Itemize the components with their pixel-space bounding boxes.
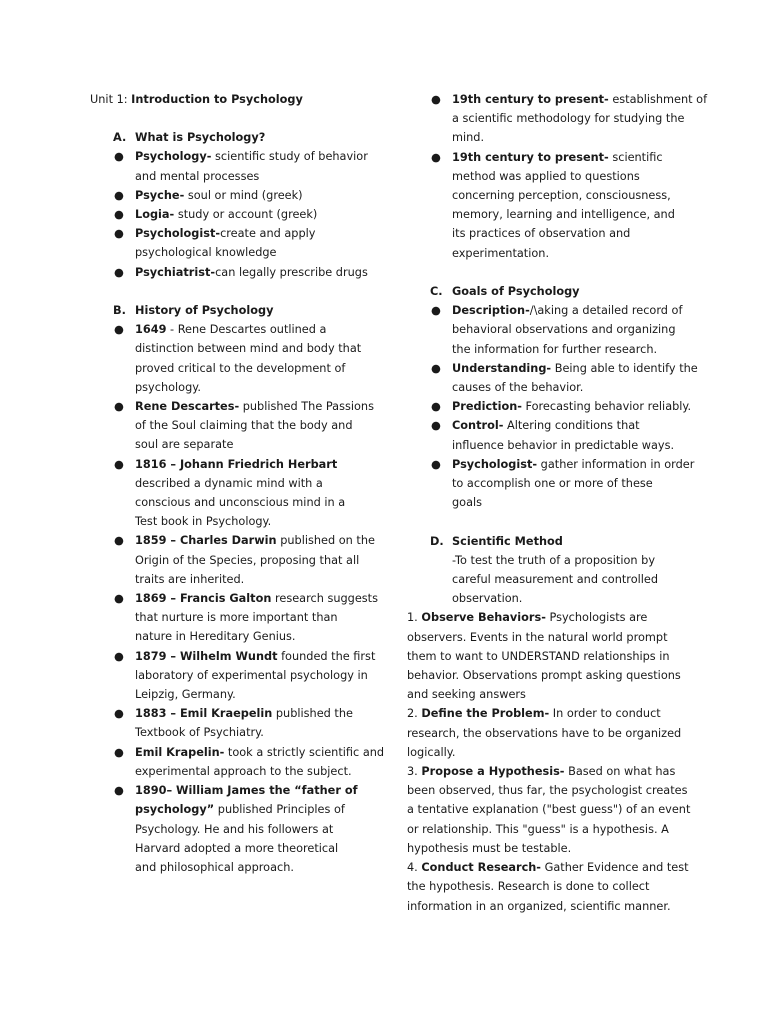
step-number: 1.	[407, 611, 422, 625]
item-term: 19th century to present-	[452, 150, 609, 164]
item-term: Psychiatrist-	[135, 265, 216, 279]
method-step	[407, 762, 691, 858]
section-title: History of Psychology	[135, 304, 274, 318]
item-text: published Principles of	[214, 803, 345, 817]
list-item	[90, 743, 390, 781]
item-line	[135, 167, 390, 186]
step-text: observers. Events in the natural world prompt	[407, 630, 668, 644]
list-item	[407, 359, 698, 397]
item-text: laboratory of experimental psychology in	[135, 668, 368, 682]
item-line	[135, 435, 390, 454]
item-term: Understanding-	[452, 361, 552, 375]
item-term: Rene Descartes-	[135, 400, 240, 414]
item-line	[452, 244, 682, 263]
section-letter: A.	[113, 131, 127, 145]
item-line	[452, 205, 682, 224]
item-term: 19th century to present-	[452, 93, 609, 106]
item-term: Description-	[452, 304, 530, 318]
step-text: hypothesis must be testable.	[407, 841, 572, 855]
step-text: or relationship. This "guess" is a hypothesis. A	[407, 822, 669, 836]
section-title: What is Psychology?	[135, 131, 266, 145]
item-line	[135, 359, 390, 378]
step-line	[407, 724, 682, 743]
item-line	[135, 800, 390, 819]
step-line	[407, 628, 682, 647]
item-term: Psychology-	[135, 150, 212, 164]
item-line	[135, 762, 390, 781]
item-text: described a dynamic mind with a	[135, 476, 323, 490]
item-text: Harvard adopted a more theoretical	[135, 841, 339, 855]
item-term: 1883 – Emil Kraepelin	[135, 707, 273, 721]
bullet-icon: ●	[114, 227, 124, 241]
item-text: and mental processes	[135, 169, 260, 183]
bullet-icon: ●	[431, 304, 441, 318]
list-item	[90, 147, 390, 185]
item-line	[135, 186, 390, 205]
step-number: 3.	[407, 765, 422, 779]
item-text: Forecasting behavior reliably.	[521, 400, 692, 414]
item-text: research suggests	[271, 592, 378, 606]
section-heading-a	[90, 128, 390, 147]
item-line	[452, 474, 682, 493]
item-text: conscious and unconscious mind in a	[135, 496, 346, 510]
bullet-icon: ●	[114, 649, 124, 663]
list-item	[90, 455, 390, 532]
list-item	[90, 647, 390, 705]
step-text: a tentative explanation ("best guess") of an event	[407, 803, 691, 817]
section-heading-d	[407, 532, 682, 551]
item-line	[135, 397, 390, 416]
item-line	[135, 455, 390, 474]
item-term: 1859 – Charles Darwin	[135, 534, 277, 548]
step-line	[407, 858, 689, 877]
step-line	[407, 762, 682, 781]
item-line	[452, 320, 682, 339]
step-text: information in an organized, scientific manner.	[407, 899, 671, 913]
list-item	[407, 148, 682, 263]
item-text: Leipzig, Germany.	[135, 688, 236, 702]
item-line	[452, 359, 698, 378]
item-term: 1869 – Francis Galton	[135, 592, 272, 606]
step-number: 4.	[407, 861, 422, 875]
intro-line: observation.	[452, 592, 523, 606]
item-line	[452, 186, 682, 205]
item-term: Psychologist-	[135, 227, 221, 241]
step-text: the hypothesis. Research is done to collect	[407, 880, 650, 894]
item-text: the information for further research.	[452, 342, 658, 356]
step-term: Conduct Research-	[421, 861, 541, 875]
item-text: scientific study of behavior	[211, 150, 368, 164]
item-text: its practices of observation and	[452, 227, 631, 241]
item-line	[452, 340, 682, 359]
step-term: Propose a Hypothesis-	[421, 765, 565, 779]
step-line	[407, 685, 682, 704]
bullet-icon: ●	[114, 208, 124, 222]
item-line	[452, 455, 695, 474]
step-line	[407, 781, 688, 800]
bullet-icon: ●	[431, 419, 441, 433]
step-text: Gather Evidence and test	[541, 861, 689, 875]
bullet-icon: ●	[114, 592, 124, 606]
step-line	[407, 897, 682, 916]
intro-line: careful measurement and controlled	[452, 573, 659, 587]
item-line	[452, 224, 682, 243]
item-line	[452, 493, 682, 512]
item-text: and philosophical approach.	[135, 860, 294, 874]
item-text: nature in Hereditary Genius.	[135, 630, 296, 644]
step-line	[407, 743, 682, 762]
list-item	[90, 531, 390, 589]
item-text: psychology.	[135, 380, 201, 394]
list-item	[90, 263, 390, 282]
item-text: goals	[452, 496, 483, 510]
method-step	[407, 608, 682, 704]
list-item	[90, 205, 390, 224]
step-line	[407, 800, 691, 819]
item-line	[135, 493, 390, 512]
item-line	[135, 147, 390, 166]
method-step	[407, 858, 689, 916]
section-letter: D.	[430, 534, 444, 548]
item-text: Test book in Psychology.	[135, 515, 272, 529]
step-text: logically.	[407, 745, 456, 759]
method-intro	[407, 551, 682, 609]
step-text: behavior. Observations prompt asking questions	[407, 669, 681, 683]
item-text: soul are separate	[135, 438, 234, 452]
right-column	[407, 90, 708, 916]
item-text: memory, learning and intelligence, and	[452, 208, 675, 222]
item-line	[135, 570, 390, 589]
list-item	[90, 320, 390, 397]
item-line	[135, 666, 390, 685]
item-text: influence behavior in predictable ways.	[452, 438, 675, 452]
item-line	[135, 627, 390, 646]
section-heading-b	[90, 301, 390, 320]
item-text: published The Passions	[239, 400, 374, 414]
item-text: experimental approach to the subject.	[135, 764, 352, 778]
item-term: psychology”	[135, 803, 215, 817]
bullet-icon: ●	[114, 707, 124, 721]
item-text: proved critical to the development of	[135, 361, 346, 375]
unit-title-text: Introduction to Psychology	[131, 93, 303, 106]
item-line	[135, 474, 390, 493]
left-column	[90, 90, 390, 877]
step-text: Based on what has	[564, 765, 676, 779]
step-line	[407, 820, 682, 839]
item-text: founded the first	[277, 649, 376, 663]
unit-title	[90, 90, 390, 109]
step-line	[407, 647, 682, 666]
bullet-icon: ●	[114, 265, 124, 279]
bullet-icon: ●	[431, 93, 441, 106]
item-line	[135, 320, 390, 339]
item-line	[135, 858, 390, 877]
item-text: create and apply	[220, 227, 316, 241]
item-text: concerning perception, consciousness,	[452, 189, 671, 203]
item-line	[135, 704, 390, 723]
item-line	[452, 148, 682, 167]
item-term: Prediction-	[452, 400, 522, 414]
bullet-icon: ●	[431, 400, 441, 414]
step-text: them to want to UNDERSTAND relationships in	[407, 649, 670, 663]
list-item	[90, 704, 390, 742]
intro-line: -To test the truth of a proposition by	[452, 553, 656, 567]
item-line	[135, 224, 390, 243]
bullet-icon: ●	[114, 534, 124, 548]
item-term: Control-	[452, 419, 504, 433]
item-text: published on the	[276, 534, 375, 548]
section-letter: C.	[430, 285, 443, 299]
section-letter: B.	[113, 304, 126, 318]
bullet-icon: ●	[114, 150, 124, 164]
list-item	[90, 781, 390, 877]
bullet-icon: ●	[114, 400, 124, 414]
item-line	[452, 109, 685, 128]
item-text: causes of the behavior.	[452, 381, 584, 395]
item-text: method was applied to questions	[452, 169, 640, 183]
item-text: took a strictly scientific and	[224, 745, 385, 759]
item-text: study or account (greek)	[174, 208, 318, 222]
item-text: /\aking a detailed record of	[529, 304, 683, 318]
bullet-icon: ●	[114, 745, 124, 759]
item-text: to accomplish one or more of these	[452, 477, 653, 491]
list-item	[90, 589, 390, 647]
bullet-icon: ●	[114, 457, 124, 471]
item-text: Textbook of Psychiatry.	[135, 726, 264, 740]
step-term: Define the Problem-	[421, 707, 550, 721]
item-line	[135, 647, 390, 666]
item-text: behavioral observations and organizing	[452, 323, 676, 337]
list-item	[407, 455, 695, 513]
item-line	[135, 263, 390, 282]
item-term: 1816 – Johann Friedrich Herbart	[135, 457, 338, 471]
item-text: establishment of	[608, 93, 708, 106]
bullet-icon: ●	[431, 457, 441, 471]
item-line	[135, 589, 390, 608]
item-line	[135, 416, 390, 435]
list-item	[407, 416, 682, 454]
item-text: psychological knowledge	[135, 246, 277, 260]
item-text: Altering conditions that	[503, 419, 640, 433]
item-line	[452, 436, 682, 455]
list-item	[407, 397, 692, 416]
item-text: published the	[272, 707, 353, 721]
bullet-icon: ●	[114, 188, 124, 202]
step-line	[407, 608, 682, 627]
item-line	[452, 90, 708, 109]
item-line	[135, 743, 390, 762]
item-line	[135, 339, 390, 358]
item-text: - Rene Descartes outlined a	[166, 323, 327, 337]
step-text: In order to conduct	[549, 707, 661, 721]
section-heading-c	[407, 282, 682, 301]
step-number: 2.	[407, 707, 422, 721]
item-line	[135, 685, 390, 704]
item-text: Psychology. He and his followers at	[135, 822, 334, 836]
item-text: can legally prescribe drugs	[215, 265, 368, 279]
step-text: Psychologists are	[545, 611, 648, 625]
bullet-icon: ●	[431, 150, 441, 164]
item-line	[135, 781, 390, 800]
bullet-icon: ●	[114, 323, 124, 337]
step-text: and seeking answers	[407, 688, 526, 702]
item-line	[135, 512, 390, 531]
item-text: a scientific methodology for studying the	[452, 112, 685, 126]
item-term: 1879 – Wilhelm Wundt	[135, 649, 278, 663]
item-text: of the Soul claiming that the body and	[135, 419, 353, 433]
item-term: Logia-	[135, 208, 175, 222]
item-term: Psyche-	[135, 188, 185, 202]
item-line	[452, 378, 682, 397]
item-line	[452, 128, 682, 147]
step-line	[407, 877, 682, 896]
item-line	[135, 531, 390, 550]
item-text: soul or mind (greek)	[184, 188, 303, 202]
item-text: Origin of the Species, proposing that all	[135, 553, 360, 567]
item-line	[452, 301, 682, 320]
section-title: Scientific Method	[452, 534, 563, 548]
item-text: mind.	[452, 131, 485, 145]
item-term: Psychologist-	[452, 457, 538, 471]
item-text: that nurture is more important than	[135, 611, 338, 625]
item-line	[452, 167, 682, 186]
item-line	[135, 820, 390, 839]
item-text: traits are inherited.	[135, 572, 245, 586]
item-text: scientific	[608, 150, 663, 164]
list-item	[90, 397, 390, 455]
item-term: 1649	[135, 323, 167, 337]
list-item	[90, 186, 390, 205]
step-line	[407, 839, 682, 858]
bullet-icon: ●	[114, 784, 124, 798]
method-step	[407, 704, 682, 762]
list-item	[407, 301, 682, 359]
item-text: experimentation.	[452, 246, 550, 260]
step-line	[407, 666, 682, 685]
item-line	[135, 243, 390, 262]
item-line	[135, 608, 390, 627]
list-item	[407, 90, 708, 148]
step-text: research, the observations have to be organized	[407, 726, 682, 740]
item-term: Emil Krapelin-	[135, 745, 225, 759]
unit-prefix: Unit 1:	[90, 93, 132, 106]
list-item	[90, 224, 390, 262]
item-line	[135, 723, 390, 742]
step-term: Observe Behaviors-	[421, 611, 546, 625]
step-line	[407, 704, 682, 723]
item-line	[452, 416, 682, 435]
item-line	[135, 378, 390, 397]
item-line	[135, 551, 390, 570]
item-line	[135, 205, 390, 224]
item-line	[135, 839, 390, 858]
item-line	[452, 397, 692, 416]
item-text: Being able to identify the	[551, 361, 698, 375]
item-text: distinction between mind and body that	[135, 342, 362, 356]
item-text: gather information in order	[537, 457, 695, 471]
step-text: been observed, thus far, the psychologist creates	[407, 784, 688, 798]
item-term: 1890– William James the “father of	[135, 784, 358, 798]
bullet-icon: ●	[431, 361, 441, 375]
section-title: Goals of Psychology	[452, 285, 580, 299]
